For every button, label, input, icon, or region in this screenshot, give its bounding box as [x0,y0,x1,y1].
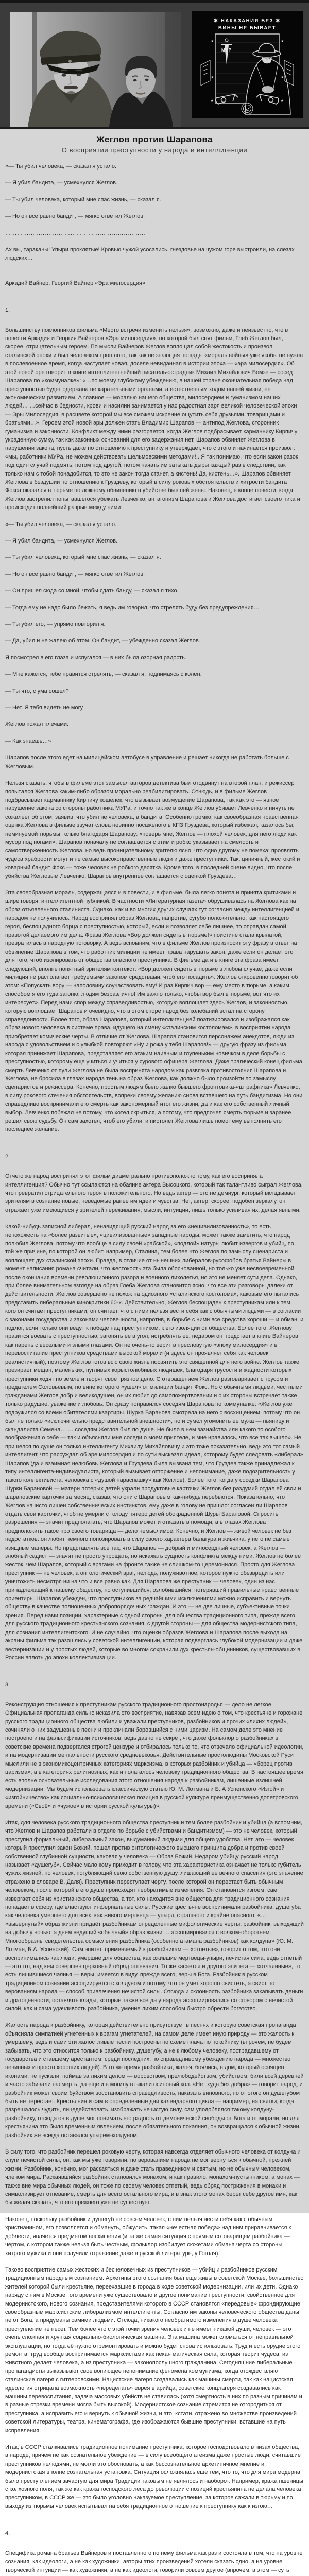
paragraph: — Мне кажется, тебе нравится стрелять, — сказал я, поднимаясь с колен. [5,671,202,678]
paragraph: — Ты убил его, — упрямо повторил я. [5,621,106,628]
paragraph: Я посмотрел в его глаза и испугался — в них была озорная радость. [5,654,186,661]
article-body [0,162,309,2576]
svg-text:★: ★ [280,99,284,103]
paragraph: — Ты что, с ума сошел? [5,688,69,694]
paragraph: Эта своеобразная мораль, содержащаяся и в повести, и в фильме, была легко понята и принята критиками и шире говоря, интеллигентной публикой. В частности «Литературная газета» обрушивалась на Жеглова как на образ отъявленного сталиниста. Однако, как и во многих других случаях тут согласия между интеллигенцией и народом не получилось. Народ воспринял образ Жеглова, напротив, сугубо положительно, как настоящего героя, беспощадного борца с преступностью, который, если и позволяет себе лишнее, то оправдан самой правотой делаемого им дела. Фраза Жеглова «Вор должен сидеть в тюрьме!» поистине стала крылатой, превратилась в народную поговорку. А ведь вспомним, что в фильме Жеглов произносит эту фразу в ответ на обвинение Шарапова в том, что работник милиции не имеет права нарушать закон, даже если он делает это для того, чтоб изолировать от общества опасного преступника. В фильме да и в книге эта фраза имеет следующий, вполне понятный зрителям контекст: «Вор должен сидеть в тюрьме в любом случае, даже если милиция не располагает требуемыми законом средствами, чтоб его посадить». Жеглов откровенно говорит об этом: «Попускать вору — наполовину соучаствовать ему! И раз Кирпич вор — ему место в тюрьме, а каким способом я его туда загоню, людям безразлично! Им важно только, чтобы вор был в тюрьме, вот что их интересует». Перед нами спор между справедливостью, которую воплощает здесь Жеглов, и законностью, которую воплощает Шарапов и очевидно, что в этом споре народ без колебаний встал на сторону справедливости. Более того, образ Шарапова, который интеллигенцией поэтизировался и изображался как образ нового человека в системе права, идущего на смену «сталинским костоломам», в восприятии народа приобретает комические черты. В отличие от Жеглова, Шарапов становится персонажем анекдотов, люди из народа с удовольствием и с улыбкой повторяют «Ну и рожа у тебя Шарапов!» — другую фразу из фильма, которая принижает Шарапова, представляет его этаким наивным и глупеньким новичком в деле борьбы с преступностью, которому еще учиться и учиться у сурового офицера Жеглова. Даже трагический конец фильма, смерть Левченко от пули Жеглова не была воспринята народом как развязка противостояния Шарапова и Жеглова, не бросила в глазах народа тень на образ Жеглова, как должно было произойти по замыслу сценаристов и режиссера. Конечно, простым людям было жалко бывшего фронтовика-«штрафника» Левченко, в силу рокового стечения обстоятельств, вопреки своему желанию снова вставшего на путь бандитизма. Но они справедливо воспринимали его смерть как закономерный итог его жизни, да и как его собственный личный выбор. Левченко побежал не потому, что хотел скрыться, а потому, что предпочел смерть тюрьме и заранее решил свою судьбу. Он сам захотел, чтоб его убили, и пистолет Жеглова лишь помог ему выполнить его последнее желание. [5,889,304,1133]
paragraph: Жалость народа к разбойнику, которая действительно присутствует в песнях и которую советская пропаганда объясняла симпатией угнетенных к врагам угнетателей, на самом деле имеет иную природу — это жалость к умершему, ведь и сами эти жалостливые песни построены по схеме плача по покойнику (впрочем, не будем забывать, что это относится только к разбойнику, душегубу, а не к любому человеку, пострадавшему от государства и ставшему арестантом, среди последних, по справедливому убеждению народа — множество невинных и просто хороших людей). В то же время разбойника, жалея, боялись, в дом, который освящен иконами, не пускали, поймав за лихим делом — воровством, прелюбодейством, убийством, били всей деревней и часто забивали насмерть, да еще и в могилу втыкали осиновый кол. «Нет худа без добра» — говорит народ, и разбойник может своим буйством восстановить справедливость, наказать виновного, но от этого он душегубом быть не перестает. Крестьянин и сам в определенные дни календарного цикла — например, на святки, когда разрешалось чудить, лицедействовать, изображать нечистую силу, сам уподоблялся такому колдуну-разбойнику, отсюда он в душе мог понимать его радость от демонической свободы от Бога и от морали, но для крестьянина это было временным явлением, после обязательного покаяния, он возвращался к обычной жизни, разбойник же всегда оставался упырем-колдуном. [5,2022,304,2139]
header-banner [0,0,309,129]
paragraph: — Ты убил человека, который мне спас жизнь, — сказал я. [5,196,161,203]
svg-text:★: ★ [280,76,284,79]
film-still-image [10,12,181,127]
paragraph: Реконструкция отношения к преступникам русского традиционного простонародья — дело не легкое. Официальная пропаганда сильно исказила это восприятие, навязав всем идею о том, что крестьяне и горожане русского традиционного общества любили и уважали преступников, разбойников и прочих «лихих людей», сочиняли о них задушевные песни и проклинали боровшийся с ними царизм. На самом деле это мнение построено и на фальсификации источников, ведь давно не секрет, что даже фольклор о разбойниках в советские времена подвергался строгой цензуре и отбиралось только то, что отвечало официальной идеологии, и на модернизации ментальности русского средневековья. Действительные простолюдины Московской Руси мыслили не в экономикоцентричных категориях марксизма, в которых разбойник и убийца — «борец против царизма», а в категориях религиозных, как и полагалось человеку традиционного общества. В настоящее время есть вполне основательные исследования этого отношения народа к разбойникам, лишенные излишней модернизации. Мы будем использовать классическую статью Ю. М. Лотмана и Б. А Успенского «Изгой» и «изгойничество» как социально-психологическая позиция в русской культуре преимущественно допетровского времени («Своё» и «чужое» в истории русской культуры)». [5,1701,304,1809]
paragraph: Жеглов пожал плечами: [5,721,69,728]
paragraph: Таково восприятие самых жестоких и бесчеловечных из преступников — убийц и разбойников русским традиционным народным сознанием. Архетипы этого сознания был еще живы в советской Москве, большинство жителей которой были крестьяне, переехавшие в города в ходе советской модернизации, или их дети. Однако наряду с ним в Москве того времени уже существовало и другое понимание преступности, свойственное для модернистского, нового сознания, представителями которого в СССР становятся «передовые» фрондирующие своеобразным марксистским либерализмом интеллигенты. Согласно им законы человеческого общества даны не от Бога, а придуманы самими людьми. Отсюда, никакого необратимого изменения в душе человека преступление не несет. Тем более что с этой точки зрения человек и не имеет никакой души, человек — это очень сложная и хрупкая социально-биологическая машина. Эта машина может сломаться от неправильной эксплуатации, но тогда её нужно отремонтировать и можно будет снова использовать. Труд и есть орудие этого ремонта; труд вообще воспринимается марксистами как некая магическая сила, которая творит чудеса: из животного делает человека, а из преступника — законопослушного гражданина. Сегодняшние либеральные пропагандисты выказывают свое вопиющее непонимание феномена коммунизма, когда отождествляют сталинские лагеря с гитлеровскими. Нацистские лагеря создавались как машины смерти, так как нацистская идеология отрицала возможность «переделать» еврея в арийца, советские концлагеря создавались как машины перевоспитания, задача массовых убийств не ставилась (хотя смертность в них по разным причинам и в разные отрезки времени могла быть высокой). Модернистское сознание стремится не отгородиться от преступника, а исправить его и вернуть к обычной жизни, и это, кстати, отражено во множестве произведений советской литературы, театра, кинематографа, где изображаются бывшие преступники, вставшие на путь исправления. [5,2266,304,2434]
paragraph: «— Ты убил человека, — сказал я устало. [5,521,117,528]
poster-slogan-line1: ✱ НАКАЗАНИЯ БЕЗ ✱ [214,18,281,24]
section-number: 4. [5,2530,10,2537]
mur-badge: МУР [221,48,232,53]
paragraph: Какой-нибудь записной либерал, ненавидящий русский народ за его «нецивилизованность», то есть непохожесть на «более развитые», «цивилизованные» западные народы, может также заметить, что народ полюбил Жеглова, потому что вообще в силу своей «рабской», «подлой» натуры любит извергов и убийц, по той же причине, по которой он любит, например, Сталина, тем более что Жеглов по замыслу сценариста и воплощает дух сталинской эпохи. Правда, в отличие от нынешних либералов-русофобов братья Вайнеры в момент написания романа считали, что жестокость эта была обоснованной, но только уже несвоевременной после окончания времени революционного разора и военного лихолетья, но это не меняет сути дела. Однако, при более внимательном взгляде на образ Глеба Жеглова становится ясно, что все эти разговоры далеки от действительности. Жеглов совершено не похож на одиозного «сталинского костолома», каковым его пытались представить либеральные кинокритики 60-х. Действительно, Жеглов беспощаден к преступникам или к тем, кого он считает преступниками; он считает, что с ними нельзя вести себя как с обычными людьми — в согласии с законами государства и законами человечности, напротив, в борьбе с ними все средства хороши — и обман, и подлог, если только они ведут к победе над преступником, к его изоляции от общества. Более того, Жеглову нравится воевать с преступностью, загонять ее в угол, истреблять ее, недаром он предстает в книге Вайнеров как парень с веселыми и злыми глазами. Он не очень-то верит в пресловутую «эпоху милосердия» и в перевоспитание преступников средствами высокой морали (и здесь он проявляет себя как человек реалистичный), поэтому Жеглов готов всю свою жизнь посвятить это священной для него войне. Жеглов также презирает мещан, маленьких, пугливых корыстолюбивых людишек, благодаря трусости и жадности которых преступники ходят по земле и творят свое грязное дело. С отвращением Жеглов разговаривает с трусом и предателем Соловьевым, по вине которого «ушел» от милиции бандит Фокс. Но с обычными людьми, честными гражданами Жеглов добр и великодушен, он их любит до самопожертвовании и с их стороны встречает также только радушие, уважение и любовь. Он сразу понравился соседям Шарапова по коммуналке: «Жеглов уже подружился со всеми обитателями квартиры. Шурка Баранова смотрела на него с восхищением, потому что он был не только «исключительно представительной внешности», но и сумел угомонить ее мужа — пьяницу и скандалиста Семена… … соседям Жеглов был по душе. Не было в нем зазнайства или какого то особого воображения о себе — так и объясняли мне соседи о моем приятеле, и мне нравилось, что все так вышло». Не пришелся по душе он только интеллигенту Михаилу Михайловичу и это тоже показательно, ведь это тот самый интеллигент, что рассуждал об эре милосердия и по сути высказал идеал, которому будет следовать «либерал» Шарапов (да и взаимная нелюбовь Жеглова и Груздева была вызвана тем, что Груздев также принадлежал к типу интеллигента-индивидуалиста, который вызывает отторжение и непонимание, даже подозрительность у такого коллективиста, человека с «душой нараспашку» как Жеглов). Более того, когда у соседки Шарапова Шурки Барановой — матери пятерых детей украли продуктовые карточки Жеглов без раздумий отдал ей свои и шараповские карточки за месяц, сказав, что они с Шараповым как-нибудь перебьются. Показательно, что Жеглов начисто лишен собственнических инстинктов, ему даже в голову не пришло: согласен ли Шарапов отдать свои карточки, чтоб не умерли с голоду пятеро детей обокраденной Шуры Барановой. Спросить разрешения — значит предполагать, что Шарапов может и отказать в помощи, а в глазах Жеглова предположить такое про своего товарища — дело немыслимое. Конечно, и Жеглов — живой человек не без недостатков: он любит немного попозировать в силу своего характера балагура и живчика, у него не самые изящные манеры. Но представлять все так, что Шарапов — добрый и милосердный человек, а Жеглов — злобный садист — значит не просто упрощать, но искажать сущность конфликта между ними. Жеглов не более жесток, чем Шарапов, который с врагами на фронте также не слишком-то церемонился. Просто для Жеглова преступник — не человек, а онтологический враг, нелюдь, полуживотное, которое нужно обезвредить или уничтожить несмотря ни на что и все равно как. Для Шарапова же преступник — человек, один из нас, принадлежащий к нашему обществу, но оступившийся, озлобившийся, потерявший правильные нравственные ориентиры. Шарапов убежден, что преступников за редчайшими исключениями можно исправить и вернуть обществу в качестве полноценных добропорядочных граждан. И это — не две личные, субъективные точки зрения. Перед нами позиции, характерные с одной стороны для общества традиционного типа, прежде всего, для русского традиционного крестьянского сознания, с другой стороны — для общества модернистского типа, для сознания интеллигентского. И не случайно, что оценки образов Жеглова и Шарапова после выхода на экраны фильма так разошлись у советской интеллигенции, которая подверглась глубокой модернизации и даже вестернизации и у простых людей, которые во многом сохранили дух крестьян-общинников, существовавших в России вплоть до эпохи коллективизации. [5,1224,304,1661]
paragraph: Отчего же народ воспринял этот фильм диаметрально противоположно тому, как его восприняла интеллигенция? Обычно тут ссылаются на обаяние актера Высоцкого, который так талантливо сыграл Жеглова, что превратил отрицательного героя в положительного. Но ведь актер — это не демиург, который вкладывает зрителям в сознание новые, неведомые ранее им идеи и чувства. Нет, актер, скорее, подобен зеркалу, он отражает уже имеющиеся у зрителей переживания, мысли, интуиции, лишь только усиливая их, делая явными. [5,1173,303,1213]
paragraph: Большинству поклонников фильма «Место встречи изменить нельзя», возможно, даже и неизвестно, что в повести Аркадия и Георгия Вайнеров «Эра милосердия», по которой был снят фильм, Глеб Жеглов был, скорее, отрицательным героем. По мысли Вайнеров Жеглов воплощал собой жестокость и произвол сталинской эпохи и был человеком прошлого, так как не знающая пощады «мораль войны» уже якобы не нужна в послевоенное время, когда наступает новая, доселе невиданная в истории эпоха — «эра милосердия». Об этой новой эре говорит в книге интеллигентнейший писатель-эстрадник Михаил Михайлович Бомзе — сосед Шарапова по «коммуналке»: «…по моему глубокому убеждению, в нашей стране окончательная победа над преступностью будет одержана не карательными органами, а естественным ходом нашей жизни, ее экономическим развитием. А главное — моралью нашего общества, милосердием и гуманизмом наших людей… …сейчас в бедности, крови и насилии занимается у нас радостная заря великой человеческой эпохи — Эры Милосердия, в расцвете которой мы все сможем искренне ощутить себя друзьями, товарищами и братьями…». Героем этой новой эры должен стать Владимир Шарапов — антипод Жеглова, сторонник гуманизма и законности. Конфликт между ними разгорается, когда Жеглов подбрасывает карманнику Кирпичу украденную сумку, так как законных оснований для его задержания нет. Шарапов обвиняет Жеглова в нарушении закона, пусть даже по отношению к преступнику и утверждает, что с этого и начинается произвол: «мы, работники МУРа, не можем действовать шельмовскими методами!.. Я так понимаю, что если закон разок под один случай подмять, потом под другой, потом начать им затыкать дыры каждый раз в следствии, как только нам с тобой понадобится, то это не закон тогда станет, а кистень! Да, кистень…». Шарапов обвиняет Жеглова в бездушии по отношению к Груздеву, который в силу роковых обстоятельств и хитрости бандита Фокса оказался в тюрьме по ложному обвинению в убийстве бывшей жены. Наконец, в конце повести, когда Жеглов застрелил попытавшегося убежать Левченко, антагонизм Шарапова и Жеглова достигает своего пика и происходит полнейший разрыв между ними: [5,327,303,511]
paragraph: — Да, убил и не жалею об этом. Он бандит, — убежденно сказал Жеглов. [5,638,200,645]
paragraph: — Но он все равно бандит, — мягко ответил Жеглов. [5,571,145,578]
paragraph: Специфика романа братьев Вайнеров и поставленного по нему фильма как раз и состояла в том, что на уровне сознания, как идеологи, а не как художники, авторы этих произведений хотели сказать одно, а на уровне творческой интуиции — как художники, а не как идеологи, говорили совсем другое (впрочем, в этом — суть [5,2550,303,2573]
paragraph: В силу того, что разбойник перешел роковую черту, которая навсегда отделяет обычного человека от колдуна и слуги нечистой силы, он, как мы уже говорили, по верованиям народа не мог вернуться к обычной, прежней жизни. Разбойник, конечно, мог раскаяться и даже стать праведником и святым, но не обычным человеком, членом мира. Раскаявшийся разбойник становился монахом, и как правило, монахом-пустынником, а монах — также вне мира обычных людей, он тоже по своему человек отпетый, ведь обряд пострижения в монахи и символизирует отпевание, смерть для всего остального мира, и в знак этого монах берет себе другое имя, как бы желая сказать, что его прежнего уже не существует. [5,2149,301,2206]
svg-text:★: ★ [210,99,214,103]
paragraph: Итак, в СССР сталкивались традиционное понимание преступника, которое господствовало в низах общества, в народе, причем не как сознательное убеждение — в силу всеобщего атеизма даже простые люди, считавшие преступников нелюдями, не могли это обосновать, а как бессознательное архетипичное мнение и модернистская вполне сознательная установка. Ситуация осложнялась еще тем, что то, что для мира модерна было преступлением зачастую для мира Традиции таковым не являлось и наоборот. Например, кража пшеницы с колхозного поля, так же как кража господского леса до революции с позиций крестьянина не делала человека преступником, в СССР же — это было уголовно наказуемое преступление, за которое сажали в тюрьму и по выходу из тюрьмы человек испытывал на себя традиционное отношение к преступнику как к изгою… [5,2444,303,2510]
mur-poster-image [192,11,303,118]
paragraph: — Он пришел сюда со мной, чтобы сдать банду, — сказал я тихо. [5,588,179,595]
poster-slogan-line2: ВИНЫ НЕ БЫВАЕТ [218,25,277,31]
paragraph: — Я убил бандита, — усмехнулся Жеглов. [5,180,118,187]
section-number: 2. [5,1153,10,1160]
svg-text:★: ★ [210,40,214,43]
section-number: 3. [5,1682,10,1688]
paragraph: Шарапов после этого едет на милицейском автобусе в управление и решает никогда не работать больше с Жегловым. [5,755,289,770]
paragraph: «— Ты убил человека, — сказал я устало. [5,163,117,170]
paragraph: — Как знаешь…» [5,738,52,744]
paragraph: ……………………………………………………………… [5,230,147,236]
page-subtitle: О восприятии преступности у народа и интеллигенции [61,146,248,154]
paragraph: Итак, для человека русского традиционного общества преступник и тем более разбойник и убийца (а вспомним, что Жеглов и Шарапов работали в отделе по борьбе с убийствами и бандитизмом) — это не человек, который преступил формальный, либеральный закон, выдуманный людьми для общего удобства. Нет, это — человек который преступил закон Божий, пошел против онтологического высшего принципа добра и против своей собственной глубинной сущности, каковая у человека — Образ Божий. Недаром убийцу русский народ называет «душегуб». Сейчас мало кому приходит в голову, что эта характеристика означает не только губитель чужих жизней, но человек, погубляющий свою собственную душу, лишающий ее вечного спасения (это значение отражено в словаре В. Даля). Преступник переступает черту, после которой он перестает быть обычным человеком, после которой в его душе происходят необратимые изменения. Он становится изгоем, сам извергает себя из христианского общества, а тот, кто находится вне общества для традиционного сознания попадает в сферу, где властвуют инфернальные силы. Русские крестьяне воспринимали разбойника, душегуба как человека умершего для всех, как живого мертвеца — упыря, страшного и крайне опасного: «… «вывернутый» образ жизни придаёт разбойникам определенные мифологические черты: разбойник, выходящий на добычу ночью, а днем ведущий «обычный» образ жизни … ассоциировался с волком-оборотнем. Многообразны свидетельства осмысления разбойника (особенно атамана разбойников) как колдуна» (Ю. М. Лотман, Б.А. Успенский). Сам эпитет, применяемый к разбойникам — «отпетые», говорит о том, что они воспринимались как люди, умершие для общества, как ожившие мертвецы-упыри, нечистая сила, ведь отпетый — это тот, над кем совершен церковный обряд отпевания. То же касается и другого эпитета — «отчаянные», то есть лишившиеся чаянья — веры, имеется в виду, прежде всего, веры в Бога. Разбойник в русском традиционном сознании ассоциируется с колдуном и потому, что он умет хорошо свистеть, а свист по верованиям народа — способ привлечения нечистой силы. Отсюда и склонность разбойника закапывать деньги и драгоценности, оставлять клады, которые также всегда у народа ассоциировались со сговором с нечистой силой, как и сама удачливость разбойника, умение лихим способом быстро обрести богатство. [5,1820,304,2012]
paragraph: — Но он все равно бандит, — мягко ответил Жеглов. [5,213,145,220]
section-number: 1. [5,307,10,314]
paragraph: — Я убил бандита, — усмехнулся Жеглов. [5,538,118,544]
page-header [0,129,309,154]
svg-text:★: ★ [280,40,284,43]
paragraph: Наконец, поскольку разбойник и душегуб не совсем человек, с ним нельзя вести себя как с обычным христианином, его позволяется и обмануть, обжулить, такая «нечестная победа» над ним приравнивается к доблести, является предметом восхищения (и та же самая ситуация с прямым сотоварищем разбойника — чертом, с котором также нельзя быть честным, фольклор изобилует сюжетами обмана черта со стороны хитрого мужика и они получили отражение даже в русской литературе, у Гоголя). [5,2216,291,2257]
paragraph: — Тогда ему не надо было бежать, я ведь им говорил, что стрелять буду без предупреждения… [5,604,260,611]
paragraph: Нельзя сказать, чтобы в фильме этот замысел авторов детектива был отодвинут на второй план, и режиссер попытался Жеглова каким-либо образом морально реабилитировать. Отнюдь, и в фильме Жеглов подбрасывает карманнику Кирпичу кошелек, что вызывает возмущение Шарапова, так как это — явное нарушение закона со стороны работника МУРа, и точно так же в конце Жеглов убивает Левченко и ничуть не сожалеет об этом, заявив, что убил не человека, а бандита. Особенно громко, как своеобразная нравственная оценка Жеглова в фильме звучат слова невинно посаженого в КПЗ Груздева, который избежал, казалось бы, неминуемой тюрьмы только благодаря Шарапову: «поверь мне, Жеглов — плохой человек, для него люди как мусор под ногами». Шарапов поначалу не соглашается с этим и робко указывает на смелость и самоотверженность Жеглова, но ведь проницательному зрителю ясно, что одно другому не помеха: проявлять чудеса храбрости могут и не самые высоконравственные люди и даже преступники. Так, циничный, жестокий и коварный бандит Фокс — тоже человек не робкого десятка. Кроме того, в последней сцене видно, что после убийства Жегловым Левченко, Шарапов внутреннее соглашается с оценкой Груздева… [5,780,300,879]
paragraph: — Нет. Я тебя видеть не могу. [5,705,84,711]
page-title: Жеглов против Шарапова [96,134,213,144]
svg-text:★: ★ [210,76,214,79]
paragraph: Ах вы, тараканы! Упыри проклятые! Кровью чужой усосались, гнездовье на чужом горе выстроили, на слезах людских… [5,247,295,262]
paragraph: Аркадий Вайнер, Георгий Вайнер «Эра милосердия» [5,280,146,286]
paragraph: — Ты убил человека, который мне спас жизнь, — сказал я. [5,554,161,561]
